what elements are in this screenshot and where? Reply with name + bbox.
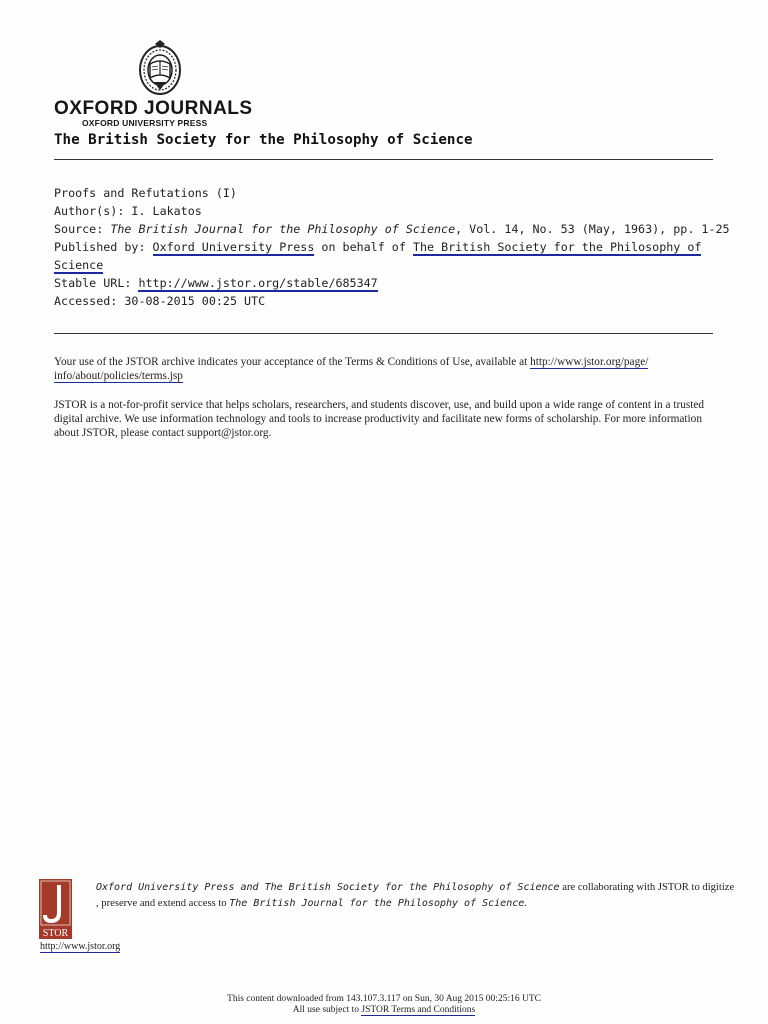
collab-prefix: , preserve and extend access to	[96, 898, 230, 909]
terms-notice	[54, 355, 714, 383]
collab-period: .	[524, 898, 527, 909]
published-label: Published by:	[54, 240, 146, 254]
authors-value: I. Lakatos	[131, 204, 202, 218]
metadata-divider	[54, 333, 713, 334]
accessed-line	[54, 292, 714, 310]
subject-text: All use subject to	[292, 1005, 360, 1015]
collaboration-notice	[96, 880, 736, 912]
source-details: , Vol. 14, No. 53 (May, 1963), pp. 1-25	[455, 222, 730, 236]
publisher-link[interactable]: Oxford University Press	[152, 240, 315, 254]
accessed-value: 30-08-2015 00:25 UTC	[124, 294, 266, 308]
collab-journal: The British Journal for the Philosophy of Science	[229, 898, 525, 909]
jstor-about: JSTOR is a not-for-profit service that helps scholars, researchers, and students discover, use, and build upon a wide range of content in a trusted digital archive. We use information technology and tools to increase productivity and facilitate new forms of scholarship. For more information about JSTOR, please contact support@jstor.org.	[54, 399, 705, 439]
published-line	[54, 238, 714, 256]
authors-line	[54, 202, 714, 220]
jstor-terms-link[interactable]: JSTOR Terms and Conditions	[361, 1005, 476, 1015]
source-journal: The British Journal for the Philosophy of Science	[110, 222, 456, 236]
society-link-continued[interactable]: Science	[54, 258, 104, 272]
stable-url-line	[54, 274, 714, 292]
download-footer	[0, 994, 768, 1016]
jstor-url-link[interactable]: http://www.jstor.org	[40, 941, 121, 952]
society-title: The British Society for the Philosophy of Science	[54, 132, 473, 148]
article-metadata	[54, 184, 730, 310]
jstor-logo-icon	[39, 879, 72, 939]
oxford-journals-logo: OXFORD JOURNALS	[54, 98, 253, 119]
header-divider	[54, 159, 713, 160]
jstor-logo-text: STOR	[42, 928, 69, 939]
accessed-label: Accessed:	[54, 294, 118, 308]
authors-label: Author(s):	[54, 204, 125, 218]
article-title: Proofs and Refutations (I)	[54, 186, 237, 200]
stable-url-label: Stable URL:	[54, 276, 132, 290]
oxford-university-press-logo: OXFORD UNIVERSITY PRESS	[82, 118, 208, 128]
on-behalf-text: on behalf of	[321, 240, 406, 254]
collab-publishers: Oxford University Press and The British Society for the Philosophy of Science	[96, 882, 560, 893]
terms-link[interactable]: http://www.jstor.org/page/	[530, 356, 649, 368]
terms-text: Your use of the JSTOR archive indicates your acceptance of the Terms & Conditions of Use, available at	[54, 356, 528, 368]
terms-link-continued[interactable]: info/about/policies/terms.jsp	[54, 370, 183, 382]
subject-line	[0, 1005, 768, 1016]
source-label: Source:	[54, 222, 104, 236]
source-line	[54, 220, 730, 238]
oxford-crest-icon	[136, 38, 184, 98]
downloaded-text: This content downloaded from 143.107.3.117 on Sun, 30 Aug 2015 00:25:16 UTC	[227, 994, 541, 1004]
collab-middle: are collaborating with JSTOR to digitize	[559, 882, 735, 893]
society-line-continued	[54, 256, 714, 274]
stable-url-link[interactable]: http://www.jstor.org/stable/685347	[138, 276, 378, 290]
society-link[interactable]: The British Society for the Philosophy of	[412, 240, 702, 254]
